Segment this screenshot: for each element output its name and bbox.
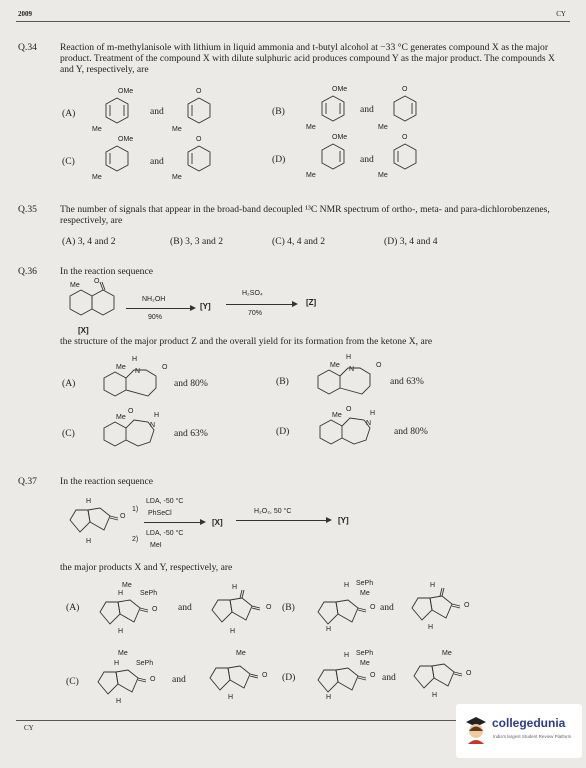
q37-c1-me: Me	[118, 650, 128, 657]
q36-c-structure	[104, 418, 160, 448]
q34-c1-me: Me	[92, 174, 102, 181]
q37-a1-o: O	[152, 606, 158, 613]
q36-d-structure	[320, 416, 376, 446]
q36-c-me: Me	[116, 414, 126, 421]
q35-text: The number of signals that appear in the broad-band decoupled ¹³C NMR spectrum of ortho-, meta- and para-dichlorobenzenes, respectively, are	[60, 204, 550, 227]
q37-a1-seph: SePh	[140, 590, 158, 597]
q36-option-b[interactable]: (B)	[276, 376, 289, 387]
q37-c1-h-bottom: H	[116, 698, 122, 705]
q36-a-me: Me	[116, 364, 126, 371]
q37-a2-h: H	[232, 584, 238, 591]
q36-arrow-1	[126, 308, 190, 309]
q34-c1-structure	[104, 144, 130, 174]
q37-a-and: and	[178, 602, 192, 613]
q37-b2-o: O	[464, 602, 470, 609]
header-rule	[16, 21, 570, 22]
q36-b-yield: and 63%	[390, 376, 424, 387]
q37-step2-a: LDA, -50 °C	[146, 530, 184, 537]
q36-c-h: H	[154, 412, 160, 419]
q36-a-o: O	[162, 364, 168, 371]
q36-x-me: Me	[70, 282, 80, 289]
q36-a-yield: and 80%	[174, 378, 208, 389]
q36-intro: In the reaction sequence	[60, 266, 153, 277]
q37-c2-h: H	[228, 694, 234, 701]
q36-x-label: [X]	[78, 326, 89, 335]
header-year: 2009	[18, 10, 32, 18]
q37-c1-o: O	[150, 676, 156, 683]
q34-c-and: and	[150, 156, 164, 167]
q37-starting-ketone-structure	[66, 506, 118, 538]
q35-option-d[interactable]: (D) 3, 4 and 4	[384, 236, 438, 247]
q36-ketone-x-structure	[70, 288, 114, 320]
graduate-avatar-icon	[464, 714, 488, 744]
q37-c2-me: Me	[236, 650, 246, 657]
q36-a-n: N	[135, 368, 141, 375]
q34-d1-structure	[320, 142, 346, 172]
q36-yield2: 70%	[248, 310, 263, 317]
q37-b1-me: Me	[360, 590, 370, 597]
q37-d1-me: Me	[360, 660, 370, 667]
q37-b2-h-bottom: H	[428, 624, 434, 631]
q34-b1-me: Me	[306, 124, 316, 131]
q37-d2-me: Me	[442, 650, 452, 657]
q34-d-and: and	[360, 154, 374, 165]
q37-b2-structure	[408, 592, 466, 624]
q37-sm-h-bottom: H	[86, 538, 92, 545]
q34-option-c[interactable]: (C)	[62, 156, 75, 167]
q36-reagent1: NH₂OH	[142, 296, 166, 303]
q36-b-structure	[318, 366, 374, 396]
q34-a-and: and	[150, 106, 164, 117]
q37-d2-structure	[410, 662, 468, 692]
q36-d-h: H	[370, 410, 376, 417]
q36-option-a[interactable]: (A)	[62, 378, 76, 389]
q36-c-n: N	[150, 422, 156, 429]
q36-arrow-1-head	[190, 305, 196, 311]
q34-d1-ome: OMe	[332, 134, 348, 141]
q37-b1-h: H	[344, 582, 350, 589]
q34-b2-o: O	[402, 86, 408, 93]
q37-a2-structure	[208, 594, 266, 626]
q36-option-c[interactable]: (C)	[62, 428, 75, 439]
q37-d1-seph: SePh	[356, 650, 374, 657]
q34-c2-o: O	[196, 136, 202, 143]
q37-sm-h-top: H	[86, 498, 92, 505]
q37-a2-h-bottom: H	[230, 628, 236, 635]
q37-b1-structure	[314, 598, 372, 628]
q34-text: Reaction of m-methylanisole with lithium in liquid ammonia and t-butyl alcohol at −33 °C generates compound X as the major product. Treatment of the compound X with dilute sulphuric acid produces compound Y as the major product. The compounds X and Y, respectively, are	[60, 42, 555, 76]
q37-option-b[interactable]: (B)	[282, 602, 295, 613]
q37-b2-h: H	[430, 582, 436, 589]
q37-d1-o: O	[370, 672, 376, 679]
q34-d2-o: O	[402, 134, 408, 141]
q34-d1-me: Me	[306, 172, 316, 179]
q36-a-h: H	[132, 356, 138, 363]
q37-x-label: [X]	[212, 518, 223, 527]
q37-reagent3: H₂O₂, 50 °C	[254, 508, 292, 515]
q37-arrow-1-head	[200, 519, 206, 525]
q34-b1-structure	[320, 94, 346, 124]
q37-c1-structure	[94, 668, 152, 698]
q35-option-c[interactable]: (C) 4, 4 and 2	[272, 236, 326, 247]
q34-number: Q.34	[18, 42, 37, 53]
q34-a2-me: Me	[172, 126, 182, 133]
q37-c2-o: O	[262, 672, 268, 679]
q37-c2-structure	[206, 664, 264, 694]
q37-intro: In the reaction sequence	[60, 476, 153, 487]
q37-arrow-2	[236, 520, 326, 521]
q37-c1-h: H	[114, 660, 120, 667]
q36-d-yield: and 80%	[394, 426, 428, 437]
q35-number: Q.35	[18, 204, 37, 215]
q37-d1-h: H	[344, 652, 350, 659]
q34-b2-structure	[392, 94, 418, 124]
logo-tagline: India's largest Student Review Platform	[493, 734, 572, 739]
q34-option-d[interactable]: (D)	[272, 154, 286, 165]
q37-c-and: and	[172, 674, 186, 685]
q34-a1-me: Me	[92, 126, 102, 133]
q36-d-me: Me	[332, 412, 342, 419]
q36-y-label: [Y]	[200, 302, 211, 311]
q36-reagent2: H₂SO₄	[242, 290, 263, 297]
header-code: CY	[556, 10, 566, 18]
q37-number: Q.37	[18, 476, 37, 487]
q36-arrow-2-head	[292, 301, 298, 307]
q35-option-b[interactable]: (B) 3, 3 and 2	[170, 236, 224, 247]
q37-step1-b: PhSeCl	[148, 510, 172, 517]
q37-b1-seph: SePh	[356, 580, 374, 587]
q37-a1-h-bottom: H	[118, 628, 124, 635]
q34-b2-me: Me	[378, 124, 388, 131]
q34-a1-structure	[104, 96, 130, 126]
q37-a1-structure	[96, 598, 154, 628]
q37-a1-h: H	[118, 590, 124, 597]
q34-a1-ome: OMe	[118, 88, 134, 95]
q34-d2-me: Me	[378, 172, 388, 179]
q34-c2-structure	[186, 144, 212, 174]
q37-step-2: 2)	[132, 536, 139, 543]
q34-option-a[interactable]: (A)	[62, 108, 76, 119]
q37-arrow-1	[144, 522, 200, 523]
q36-b-n: N	[349, 366, 355, 373]
q34-a2-structure	[186, 96, 212, 126]
logo-name: collegedunia	[492, 716, 566, 730]
q36-z-label: [Z]	[306, 298, 317, 307]
q37-step2-b: MeI	[150, 542, 162, 549]
q37-a1-me: Me	[122, 582, 132, 589]
q34-b1-ome: OMe	[332, 86, 348, 93]
q37-step-1: 1)	[132, 506, 139, 513]
q37-b1-o: O	[370, 604, 376, 611]
q37-question: the major products X and Y, respectively, are	[60, 562, 233, 573]
q37-b-and: and	[380, 602, 394, 613]
footer-code: CY	[24, 724, 34, 732]
q37-y-label: [Y]	[338, 516, 349, 525]
q36-yield1: 90%	[148, 314, 163, 321]
q37-option-d[interactable]: (D)	[282, 672, 296, 683]
q37-d2-o: O	[466, 670, 472, 677]
q36-x-o: O	[94, 278, 100, 285]
q36-d-n: N	[366, 420, 372, 427]
q37-arrow-2-head	[326, 517, 332, 523]
q36-c-yield: and 63%	[174, 428, 208, 439]
q37-b1-h-bottom: H	[326, 626, 332, 633]
q36-c-o: O	[128, 408, 134, 415]
q34-c2-me: Me	[172, 174, 182, 181]
collegedunia-watermark[interactable]	[456, 704, 582, 758]
q36-b-o: O	[376, 362, 382, 369]
q36-arrow-2	[226, 304, 292, 305]
q37-d2-h: H	[432, 692, 438, 699]
q35-option-a[interactable]: (A) 3, 4 and 2	[62, 236, 116, 247]
q36-number: Q.36	[18, 266, 37, 277]
q34-a2-o: O	[196, 88, 202, 95]
q37-a2-o: O	[266, 604, 272, 611]
q36-b-h: H	[346, 354, 352, 361]
q36-a-structure	[104, 368, 160, 398]
q34-option-b[interactable]: (B)	[272, 106, 285, 117]
q36-question: the structure of the major product Z and the overall yield for its formation from the ketone X, are	[60, 336, 433, 347]
q37-option-c[interactable]: (C)	[66, 676, 79, 687]
q36-d-o: O	[346, 406, 352, 413]
q37-option-a[interactable]: (A)	[66, 602, 80, 613]
q37-step1-a: LDA, -50 °C	[146, 498, 184, 505]
q36-option-d[interactable]: (D)	[276, 426, 290, 437]
q36-b-me: Me	[330, 362, 340, 369]
q37-d1-h-bottom: H	[326, 694, 332, 701]
q37-c1-seph: SePh	[136, 660, 154, 667]
q37-d-and: and	[382, 672, 396, 683]
q34-d2-structure	[392, 142, 418, 172]
q37-d1-structure	[314, 666, 372, 696]
q34-b-and: and	[360, 104, 374, 115]
q37-sm-o: O	[120, 513, 126, 520]
q34-c1-ome: OMe	[118, 136, 134, 143]
